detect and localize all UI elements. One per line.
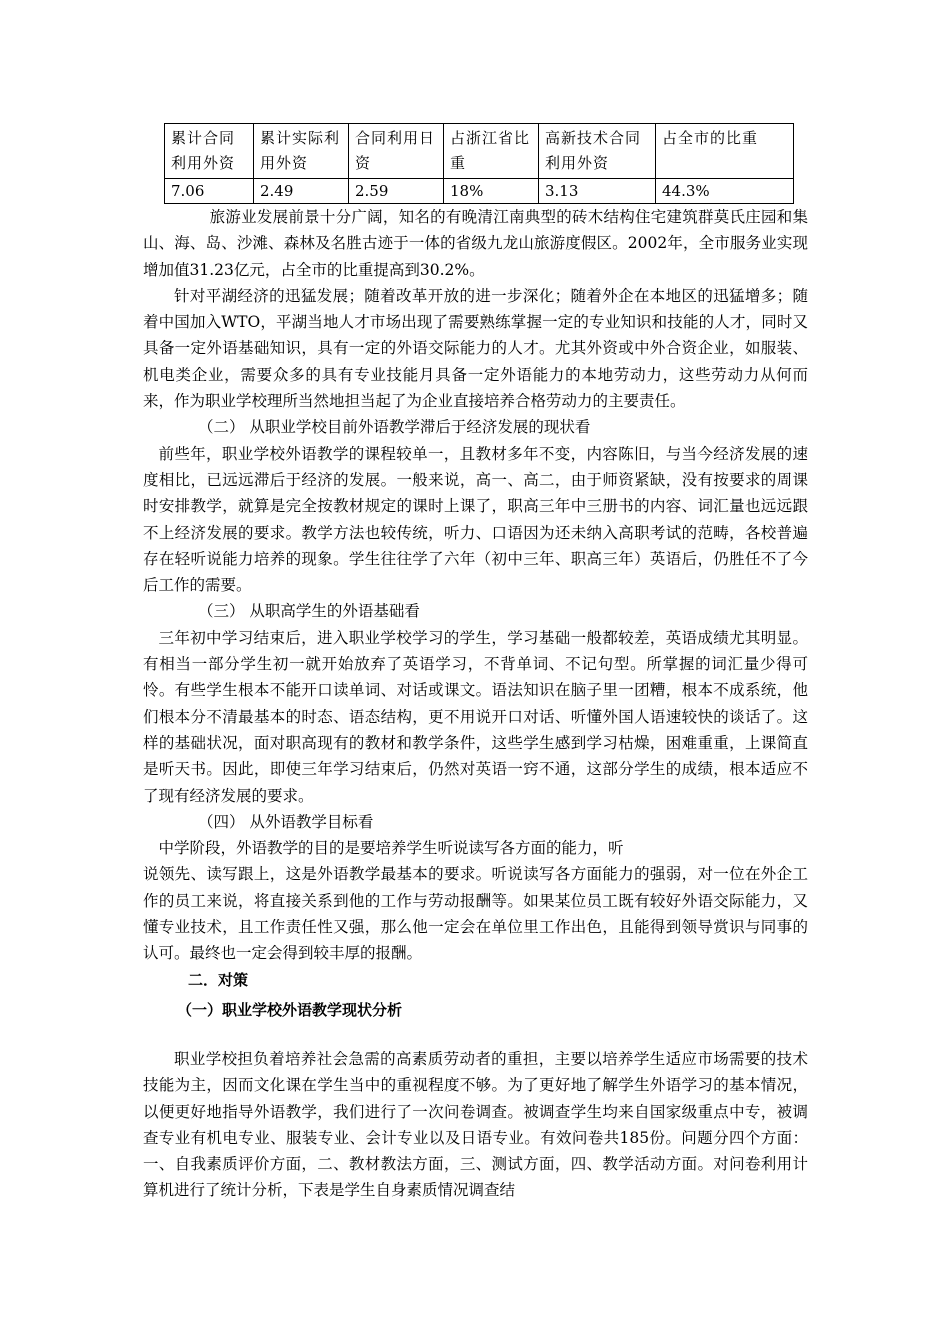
table-cell: 2.49 xyxy=(254,179,349,204)
table-header-cell: 占浙江省比重 xyxy=(444,124,539,179)
table-header-cell: 高新技术合同利用外资 xyxy=(539,124,656,179)
investment-table xyxy=(164,123,794,204)
table-cell: 3.13 xyxy=(539,179,656,204)
subheading-4: （四） 从外语教学目标看 xyxy=(198,812,374,831)
table-header-row xyxy=(165,124,794,179)
subsection-heading-block xyxy=(143,997,808,1023)
table-cell: 7.06 xyxy=(165,179,254,204)
table-header-cell: 累计实际利用外资 xyxy=(254,124,349,179)
paragraph-pinghu-economy: 针对平湖经济的迅猛发展；随着改革开放的进一步深化；随着外企在本地区的迅猛增多；随着中国加入WTO，平湖当地人才市场出现了需要熟练掌握一定的专业知识和技能的人才，同时又具备一定外语基础知识，具有一定的外语交际能力的人才。尤其外资或中外合资企业，如服装、机电类企业，需要众多的具有专业技能月具备一定外语能力的本地劳动力，这些劳动力从何而来，作为职业学校理所当然地担当起了为企业直接培养合格劳动力的主要责任。 xyxy=(143,286,808,411)
subheading-2: （二） 从职业学校目前外语教学滞后于经济发展的现状看 xyxy=(198,418,591,437)
subheading-3: （三） 从职高学生的外语基础看 xyxy=(198,602,420,621)
table-cell: 2.59 xyxy=(349,179,444,204)
table-header-cell: 占全市的比重 xyxy=(656,124,794,179)
paragraph-tourism: 旅游业发展前景十分广阔，知名的有晚清江南典型的砖木结构住宅建筑群莫氏庄园和集山、海、岛、沙滩、森林及名胜古迹于一体的省级九龙山旅游度假区。2002年，全市服务业实现增加值31.23亿元，占全市的比重提高到30.2%。 xyxy=(143,208,808,279)
paragraph-student-foundation: 三年初中学习结束后，进入职业学校学习的学生，学习基础一般都较差，英语成绩尤其明显。有相当一部分学生初一就开始放弃了英语学习，不背单词、不记句型。所掌握的词汇量少得可怜。有些学生根本不能开口读单词、对话或课文。语法知识在脑子里一团糟，根本不成系统，他们根本分不清最基本的时态、语态结构，更不用说开口对话、听懂外国人语速较快的谈话了。这样的基础状况，面对职高现有的教材和教学条件，这些学生感到学习枯燥，困难重重，上课简直是听天书。因此，即使三年学习结束后，仍然对英语一窍不通，这部分学生的成绩，根本适应不了现有经济发展的要求。 xyxy=(143,628,808,805)
table-header-cell: 合同利用日资 xyxy=(349,124,444,179)
table-header-cell: 累计合同利用外资 xyxy=(165,124,254,179)
body-section-2 xyxy=(143,1046,808,1204)
table-row xyxy=(165,179,794,204)
body-section-1 xyxy=(143,204,808,993)
paragraph-teaching-goal-line1: 中学阶段，外语教学的目的是要培养学生听说读写各方面的能力，听 xyxy=(158,839,624,858)
table-cell: 44.3% xyxy=(656,179,794,204)
subsection-heading-analysis: （一）职业学校外语教学现状分析 xyxy=(177,1001,403,1019)
section-heading-strategies: 二．对策 xyxy=(188,970,249,989)
paragraph-teaching-goal: 说领先、读写跟上，这是外语教学最基本的要求。听说读写各方面能力的强弱，对一位在外企工作的员工来说，将直接关系到他的工作与劳动报酬等。如果某位员工既有较好外语交际能力，又懂专业技术，且工作责任性又强，那么他一定会在单位里工作出色，且能得到领导赏识与同事的认可。最终也一定会得到较丰厚的报酬。 xyxy=(143,865,808,963)
paragraph-current-teaching: 前些年，职业学校外语教学的课程较单一，且教材多年不变，内容陈旧，与当今经济发展的速度相比，已远远滞后于经济的发展。一般来说，高一、高二，由于师资紧缺，没有按要求的周课时安排教学，就算是完全按教材规定的课时上课了，职高三年中三册书的内容、词汇量也远远跟不上经济发展的要求。教学方法也较传统，听力、口语因为还未纳入高职考试的范畴，各校普遍存在轻听说能力培养的现象。学生往往学了六年（初中三年、职高三年）英语后，仍胜任不了今后工作的需要。 xyxy=(143,444,808,595)
table-cell: 18% xyxy=(444,179,539,204)
paragraph-survey: 职业学校担负着培养社会急需的高素质劳动者的重担，主要以培养学生适应市场需要的技术技能为主，因而文化课在学生当中的重视程度不够。为了更好地了解学生外语学习的基本情况，以便更好地指导外语教学，我们进行了一次问卷调查。被调查学生均来自国家级重点中专，被调查专业有机电专业、服装专业、会计专业以及日语专业。有效问卷共185份。问题分四个方面：一、自我素质评价方面，二、教材教法方面，三、测试方面，四、教学活动方面。对问卷利用计算机进行了统计分析，下表是学生自身素质情况调查结 xyxy=(143,1050,808,1200)
